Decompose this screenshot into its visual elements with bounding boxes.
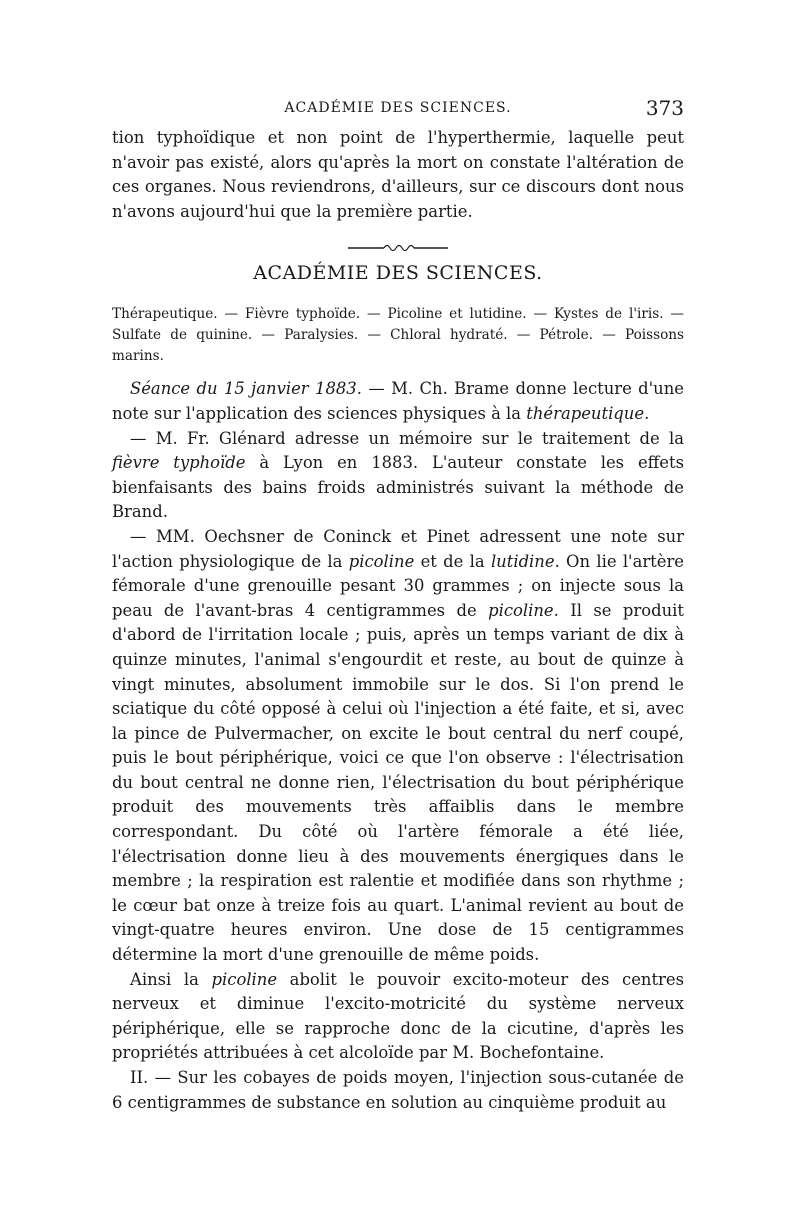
paragraph-text: et de la (414, 551, 491, 571)
section-summary: Thérapeutique. — Fièvre typhoïde. — Picoline et lutidine. — Kystes de l'iris. — Sulfate de quinine. — Paralysies. — Chloral hydraté. — Pétrole. — Poissons marins. (112, 306, 684, 365)
paragraph-text: Ainsi la (130, 969, 212, 989)
page-number: 373 (645, 96, 684, 120)
paragraph-text: . Il se produit d'abord de l'irritation locale ; puis, après un temps variant de dix à quinze minutes, l'animal s'engourdit et reste, au bout de quinze à vingt minutes, absolument immobile sur le dos. Si l'on prend le sciatique du côté opposé à celui où l'injection a été faite, et si, avec la pince de Pulvermacher, on excite le bout central du nerf coupé, puis le bout périphérique, voici ce que l'on observe : l'électrisation du bout central ne donne rien, l'électrisation du bout périphérique produit des mouvements très affaiblis dans le membre correspondant. Du côté où l'artère fémorale a été liée, l'électrisation donne lieu à des mouvements énergiques dans le membre ; la respiration est ralentie et modifiée dans son rhythme ; le cœur bat onze à treize fois au quart. L'animal revient au bout de vingt-quatre heures environ. Une dose de 15 centigrammes détermine la mort d'une grenouille de même poids. (112, 600, 684, 965)
ornament-divider-icon (348, 242, 448, 252)
paragraph-glenard (112, 427, 684, 525)
emphasis-fievre-typhoide: fièvre typhoïde (112, 453, 246, 473)
emphasis-therapeutique: thérapeutique (526, 403, 645, 423)
paragraph-ainsi (112, 968, 684, 1066)
emphasis-lutidine: lutidine (490, 551, 555, 571)
emphasis-picoline: picoline (488, 600, 554, 620)
paragraph-cobayes: II. — Sur les cobayes de poids moyen, l'injection sous-cutanée de 6 centigrammes de substance en solution au cinquième produit au (112, 1068, 684, 1112)
paragraph-text: abolit le pouvoir excito-moteur des centres nerveux et diminue l'excito-motricité du système nerveux périphérique, elle se rapproche donc de la cicutine, d'après les propriétés attribuées à cet alcoloïde par M. Bochefontaine. (112, 969, 684, 1063)
paragraph-text: . On lie l'artère fémorale d'une grenouille pesant 30 grammes ; on injecte sous la peau de l'avant-bras 4 centigrammes de (112, 551, 684, 620)
running-title: ACADÉMIE DES SCIENCES. (284, 100, 512, 116)
intro-paragraph: tion typhoïdique et non point de l'hyperthermie, laquelle peut n'avoir pas existé, alors qu'après la mort on constate l'altération de ces organes. Nous reviendrons, d'ailleurs, sur ce discours dont nous n'avons aujourd'hui que la première partie. (112, 128, 684, 221)
emphasis-picoline: picoline (211, 969, 278, 989)
paragraph-text: — M. Fr. Glénard adresse un mémoire sur le traitement de la (130, 428, 684, 448)
book-page (112, 96, 684, 1115)
paragraph-seance (112, 377, 684, 426)
paragraph-text: à Lyon en 1883. L'auteur constate les effets bienfaisants des bains froids administrés suivant la méthode de Brand. (112, 453, 684, 522)
section-title: ACADÉMIE DES SCIENCES. (253, 262, 543, 285)
paragraph-text: — MM. Oechsner de Coninck et Pinet adressent une note sur l'action physiologique de la (112, 526, 684, 571)
paragraph-text: . (644, 403, 650, 423)
running-header (112, 96, 684, 126)
paragraph-text: — M. Ch. Brame donne lecture d'une note sur l'application des sciences physiques à la (112, 379, 684, 423)
seance-date: Séance du 15 janvier 1883. (130, 379, 362, 399)
emphasis-picoline: picoline (348, 551, 415, 571)
paragraph-oechsner (112, 525, 684, 968)
